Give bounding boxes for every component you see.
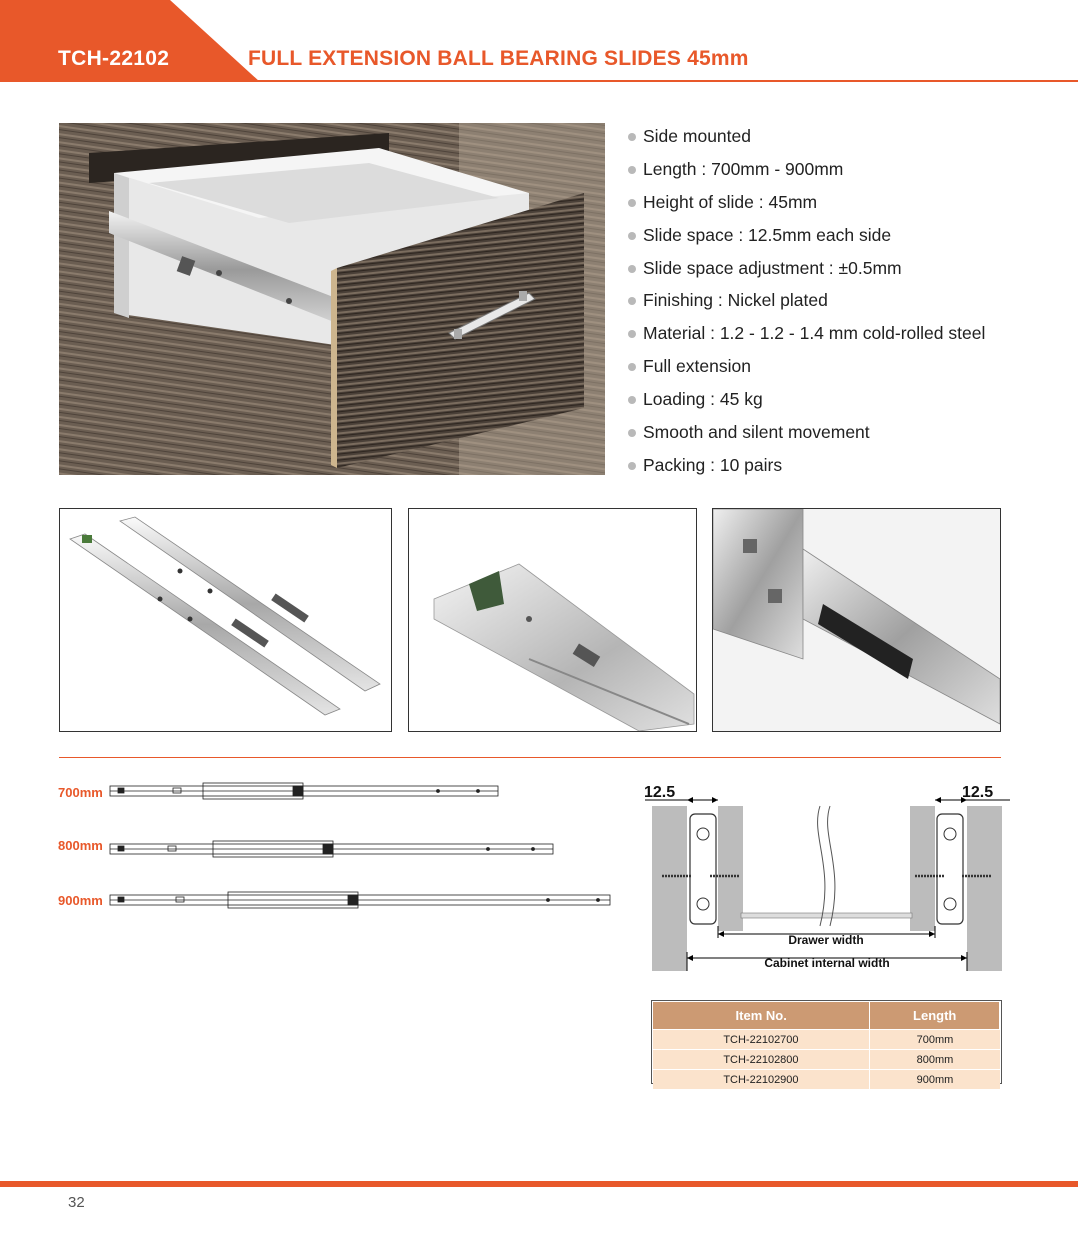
footer-rule bbox=[0, 1181, 1078, 1187]
left-gap-label: 12.5 bbox=[644, 784, 676, 801]
column-header-length: Length bbox=[870, 1002, 1000, 1030]
length-cell: 700mm bbox=[870, 1030, 1000, 1050]
slide-pair-photo bbox=[59, 508, 392, 732]
slide-end-closeup-photo bbox=[408, 508, 697, 732]
bullet-icon bbox=[628, 265, 636, 273]
bullet-icon bbox=[628, 232, 636, 240]
bullet-icon bbox=[628, 166, 636, 174]
bullet-icon bbox=[628, 133, 636, 141]
page-number: 32 bbox=[68, 1194, 85, 1211]
slide-drawing-800 bbox=[110, 841, 553, 857]
feature-item: Height of slide : 45mm bbox=[626, 188, 1066, 221]
item-no-cell: TCH-22102800 bbox=[653, 1050, 870, 1070]
feature-item: Full extension bbox=[626, 352, 1066, 385]
feature-list bbox=[626, 122, 1066, 484]
feature-item: Length : 700mm - 900mm bbox=[626, 155, 1066, 188]
slide-drawing-900 bbox=[110, 892, 610, 908]
feature-item: Slide space adjustment : ±0.5mm bbox=[626, 254, 1066, 287]
spec-table bbox=[652, 1001, 1000, 1090]
slide-drawing-700 bbox=[110, 783, 498, 799]
length-label-700: 700mm bbox=[58, 785, 103, 800]
installation-diagram bbox=[640, 776, 1020, 976]
column-header-item-no: Item No. bbox=[653, 1002, 870, 1030]
length-cell: 900mm bbox=[870, 1070, 1000, 1090]
bullet-icon bbox=[628, 297, 636, 305]
item-no-cell: TCH-22102700 bbox=[653, 1030, 870, 1050]
table-row bbox=[653, 1050, 1000, 1070]
length-label-900: 900mm bbox=[58, 893, 103, 908]
product-code: TCH-22102 bbox=[58, 47, 170, 70]
page-title: FULL EXTENSION BALL BEARING SLIDES 45mm bbox=[248, 47, 749, 70]
feature-item: Packing : 10 pairs bbox=[626, 451, 1066, 484]
bullet-icon bbox=[628, 429, 636, 437]
bullet-icon bbox=[628, 396, 636, 404]
cabinet-width-label: Cabinet internal width bbox=[764, 956, 890, 970]
feature-item: Finishing : Nickel plated bbox=[626, 286, 1066, 319]
right-gap-label: 12.5 bbox=[962, 784, 994, 801]
bullet-icon bbox=[628, 363, 636, 371]
bullet-icon bbox=[628, 330, 636, 338]
section-divider bbox=[59, 757, 1001, 758]
feature-item: Side mounted bbox=[626, 122, 1066, 155]
table-row bbox=[653, 1030, 1000, 1050]
drawer-width-label: Drawer width bbox=[788, 933, 864, 947]
feature-item: Loading : 45 kg bbox=[626, 385, 1066, 418]
feature-item: Material : 1.2 - 1.2 - 1.4 mm cold-rolled steel bbox=[626, 319, 1066, 352]
slide-length-drawings bbox=[108, 780, 618, 910]
feature-item: Slide space : 12.5mm each side bbox=[626, 221, 1066, 254]
item-no-cell: TCH-22102900 bbox=[653, 1070, 870, 1090]
table-header-row bbox=[653, 1002, 1000, 1030]
ball-bearing-closeup-photo bbox=[712, 508, 1001, 732]
table-row bbox=[653, 1070, 1000, 1090]
hero-drawer-photo bbox=[59, 123, 605, 475]
length-cell: 800mm bbox=[870, 1050, 1000, 1070]
feature-item: Smooth and silent movement bbox=[626, 418, 1066, 451]
length-label-800: 800mm bbox=[58, 838, 103, 853]
bullet-icon bbox=[628, 462, 636, 470]
bullet-icon bbox=[628, 199, 636, 207]
